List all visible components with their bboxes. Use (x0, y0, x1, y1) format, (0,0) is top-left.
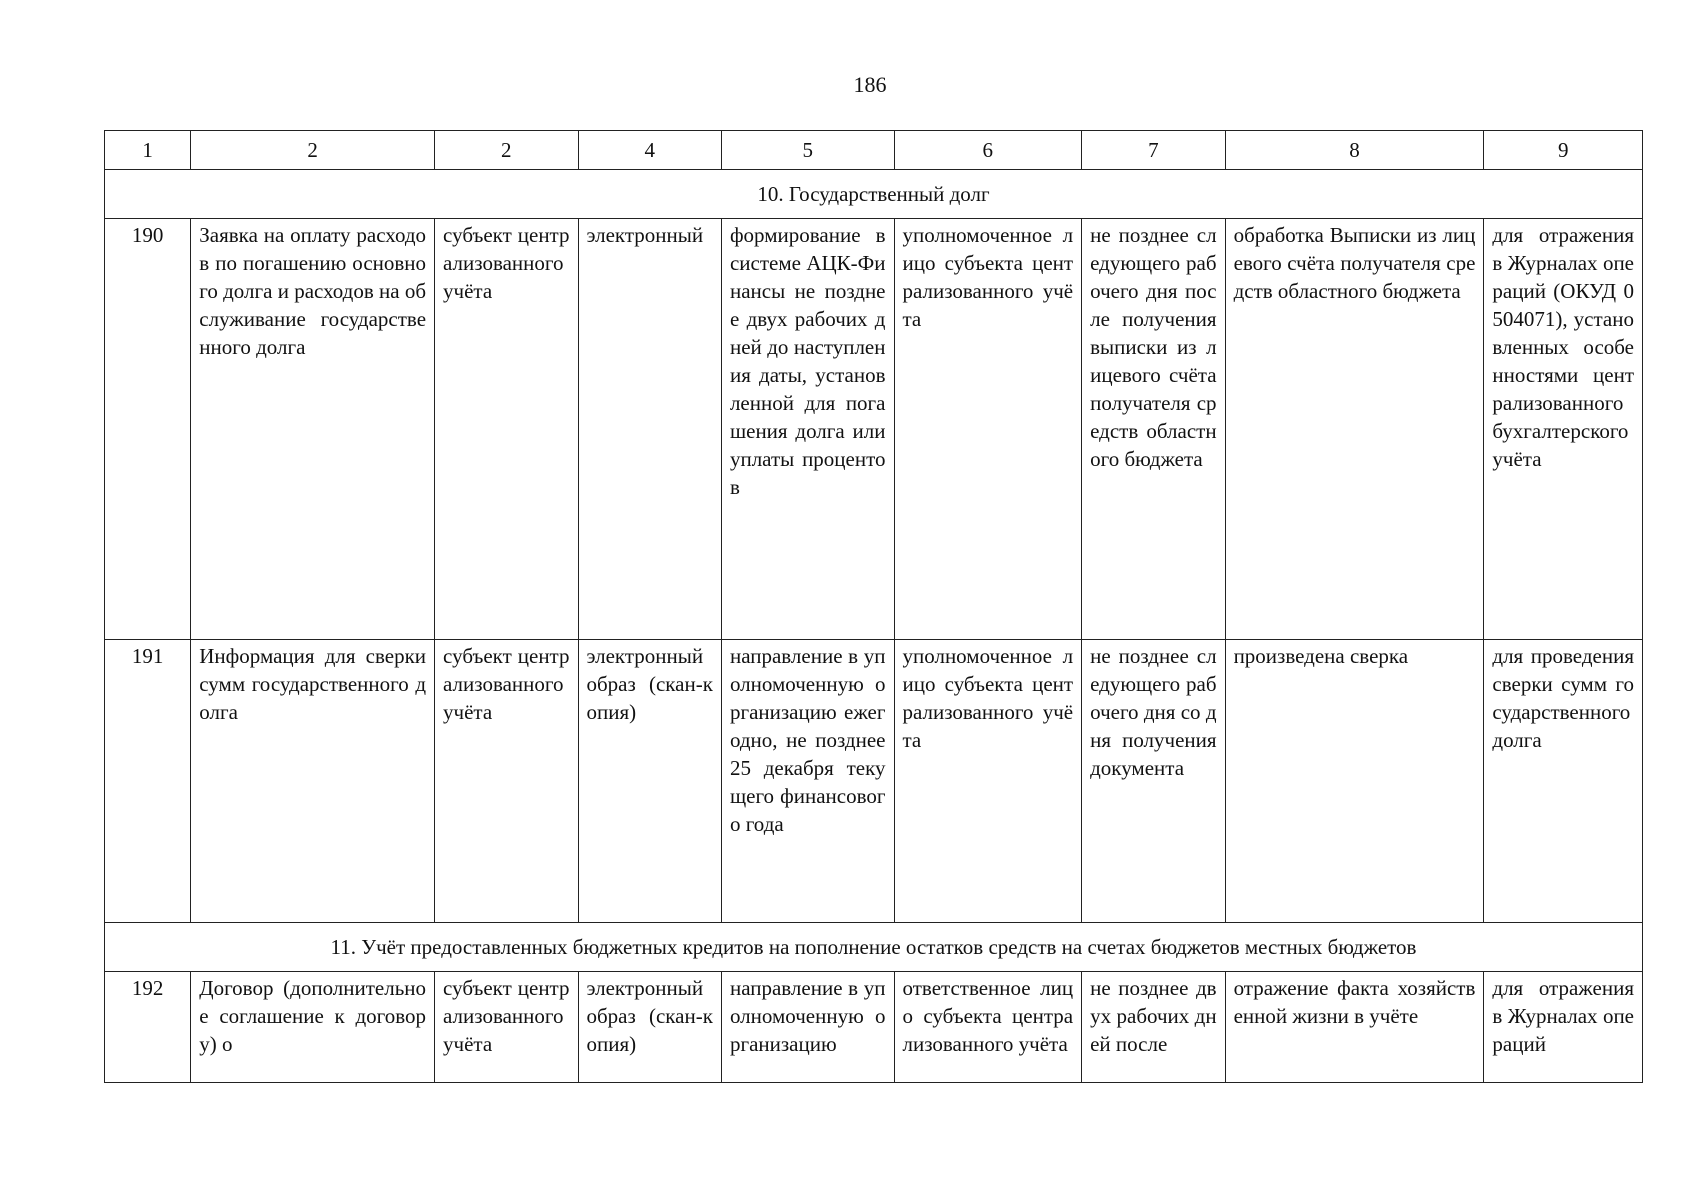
section-title: 10. Государственный долг (105, 170, 1643, 219)
table-row (105, 972, 1643, 1083)
document-name: Информация для сверки сумм государственного долга (191, 640, 435, 923)
document-name: Заявка на оплату расходов по погашению основного долга и расходов на обслуживание государственного долга (191, 219, 435, 640)
section-row (105, 170, 1643, 219)
header-cell: 5 (721, 131, 894, 170)
table-row (105, 640, 1643, 923)
executor: уполномоченное лицо субъекта централизованного учёта (894, 219, 1082, 640)
section-row (105, 923, 1643, 972)
executor: ответственное лицо субъекта централизованного учёта (894, 972, 1082, 1083)
purpose: для проведения сверки сумм государственного долга (1484, 640, 1643, 923)
result: отражение факта хозяйственной жизни в учёте (1225, 972, 1484, 1083)
result: произведена сверка (1225, 640, 1484, 923)
procedure: направление в уполномоченную организацию (721, 972, 894, 1083)
result: обработка Выписки из лицевого счёта получателя средств областного бюджета (1225, 219, 1484, 640)
row-number: 190 (105, 219, 191, 640)
purpose: для отражения в Журналах операций (ОКУД 0504071), установленных особенностями централизованного бухгалтерского учёта (1484, 219, 1643, 640)
header-cell: 8 (1225, 131, 1484, 170)
header-cell: 7 (1082, 131, 1225, 170)
header-cell: 2 (191, 131, 435, 170)
document-format: электронный образ (скан-копия) (578, 640, 721, 923)
document-format: электронный образ (скан-копия) (578, 972, 721, 1083)
header-cell: 2 (435, 131, 578, 170)
table-row (105, 219, 1643, 640)
header-cell: 6 (894, 131, 1082, 170)
responsible-party: субъект централизованного учёта (435, 219, 578, 640)
header-cell: 9 (1484, 131, 1643, 170)
deadline: не позднее двух рабочих дней после (1082, 972, 1225, 1083)
page-number: 186 (853, 72, 887, 97)
row-number: 192 (105, 972, 191, 1083)
deadline: не позднее следующего рабочего дня после получения выписки из лицевого счёта получателя средств областного бюджета (1082, 219, 1225, 640)
procedure: формирование в системе АЦК-Финансы не позднее двух рабочих дней до наступления даты, установленной для погашения долга или уплаты процентов (721, 219, 894, 640)
row-number: 191 (105, 640, 191, 923)
table-header-row (105, 131, 1643, 170)
header-cell: 4 (578, 131, 721, 170)
register-table (104, 130, 1643, 1083)
executor: уполномоченное лицо субъекта централизованного учёта (894, 640, 1082, 923)
responsible-party: субъект централизованного учёта (435, 640, 578, 923)
document-name: Договор (дополнительное соглашение к договору) о (191, 972, 435, 1083)
section-title: 11. Учёт предоставленных бюджетных кредитов на пополнение остатков средств на счетах бюджетов местных бюджетов (105, 923, 1643, 972)
deadline: не позднее следующего рабочего дня со дня получения документа (1082, 640, 1225, 923)
purpose: для отражения в Журналах операций (1484, 972, 1643, 1083)
procedure: направление в уполномоченную организацию ежегодно, не позднее 25 декабря текущего финансового года (721, 640, 894, 923)
document-format: электронный (578, 219, 721, 640)
header-cell: 1 (105, 131, 191, 170)
responsible-party: субъект централизованного учёта (435, 972, 578, 1083)
